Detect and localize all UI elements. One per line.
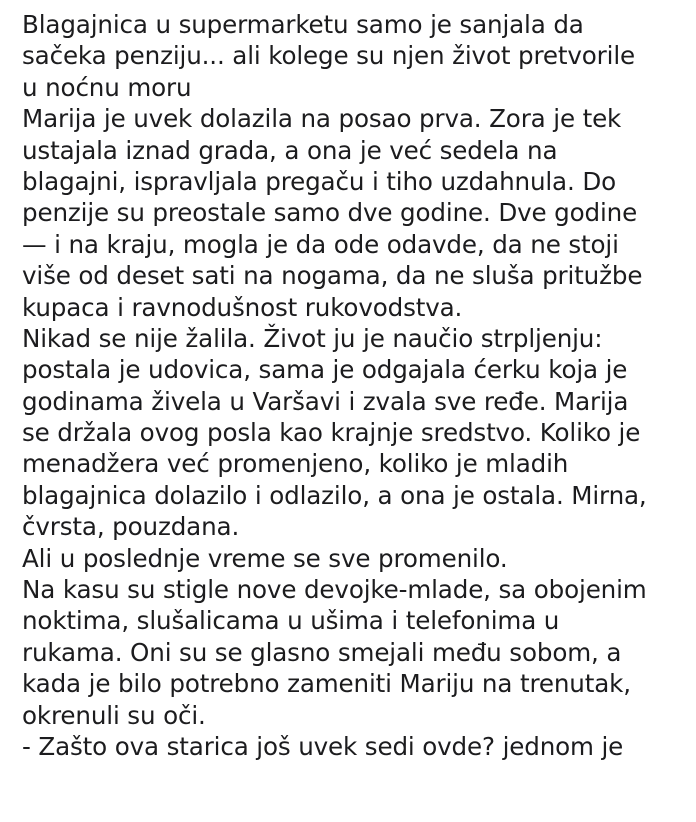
text-line: postala je udovica, sama je odgajala ćerku koja je — [22, 355, 628, 385]
text-line: se držala ovog posla kao krajnje sredstvo. Koliko je — [22, 418, 641, 448]
text-line: okrenuli su oči. — [22, 700, 206, 730]
text-line: Na kasu su stigle nove devojke-mlade, sa obojenim — [22, 575, 647, 605]
post-text — [22, 9, 682, 762]
text-line: Ali u poslednje vreme se sve promenilo. — [22, 543, 508, 573]
text-line: penzije su preostale samo dve godine. Dve godine — [22, 198, 638, 228]
text-line: Blagajnica u supermarketu samo je sanjala da — [22, 10, 584, 39]
text-line: više od deset sati na nogama, da ne sluša pritužbe — [22, 261, 643, 291]
text-line: kada je bilo potrebno zameniti Mariju na trenutak, — [22, 669, 631, 699]
text-line: blagajni, ispravljala pregaču i tiho uzdahnula. Do — [22, 166, 617, 196]
text-line: kupaca i ravnodušnost rukovodstva. — [22, 292, 463, 322]
text-line: — i na kraju, mogla je da ode odavde, da ne stoji — [22, 229, 619, 259]
text-line: rukama. Oni su se glasno smejali među sobom, a — [22, 637, 622, 667]
text-line: čvrsta, pouzdana. — [22, 512, 240, 542]
text-line: sačeka penziju... ali kolege su njen život pretvorile — [22, 41, 635, 71]
text-line: noktima, slušalicama u ušima i telefonima u — [22, 606, 560, 636]
text-line: godinama živela u Varšavi i zvala sve ređe. Marija — [22, 386, 629, 416]
text-line: blagajnica dolazilo i odlazilo, a ona je ostala. Mirna, — [22, 480, 647, 510]
text-line: - Zašto ova starica još uvek sedi ovde? jednom je — [22, 731, 624, 761]
text-line: ustajala iznad grada, a ona je već sedela na — [22, 135, 558, 165]
text-line: u noćnu moru — [22, 72, 192, 102]
text-line: Marija je uvek dolazila na posao prva. Zora je tek — [22, 104, 622, 134]
text-line: menadžera već promenjeno, koliko je mladih — [22, 449, 569, 479]
text-line: Nikad se nije žalila. Život ju je naučio strpljenju: — [22, 323, 603, 353]
